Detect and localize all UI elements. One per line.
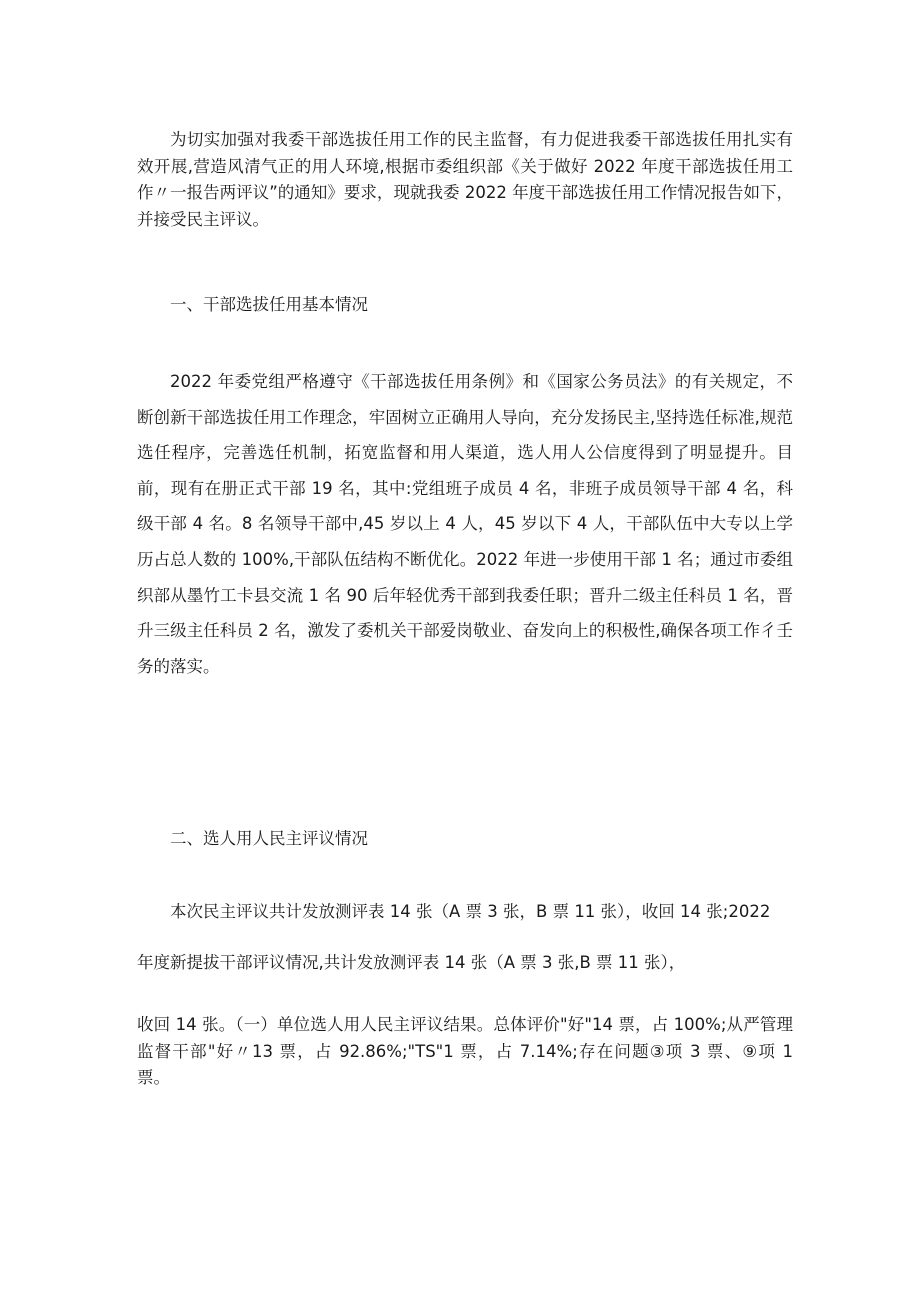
section-heading-1: 一、干部选拔任用基本情况 xyxy=(170,295,368,314)
section-2-paragraph-a: 本次民主评议共计发放测评表 14 张（A 票 3 张，B 票 11 张），收回 14 张;2022 xyxy=(170,902,771,921)
section-1-paragraph: 2022 年委党组严格遵守《干部选拔任用条例》和《国家公务员法》的有关规定，不断创新干部选拔任用工作理念，牢固树立正确用人导向，充分发扬民主,坚持选任标准,规范选任程序，完善选任机制，拓宽监督和用人渠道，选人用人公信度得到了明显提升。目前，现有在册正式干部 19 名，其中:党组班子成员 4 名，非班子成员领导干部 4 名，科级干部 4 名。8 名领导干部中,45 岁以上 4 人，45 岁以下 4 人，干部队伍中大专以上学历占总人数的 100%,干部队伍结构不断优化。2022 年进一步使用干部 1 名；通过市委组织部从墨竹工卡县交流 1 名 90 后年轻优秀干部到我委任职；晋升二级主任科员 1 名，晋升三级主任科员 2 名，激发了委机关干部爱岗敬业、奋发向上的积极性,确保各项工作彳壬务的落实。 xyxy=(137,372,793,676)
section-heading-2: 二、选人用人民主评议情况 xyxy=(170,829,368,848)
section-2-paragraph-b: 年度新提拔干部评议情况,共计发放测评表 14 张（A 票 3 张,B 票 11 张）， xyxy=(137,953,686,972)
section-2-paragraph-c: 收回 14 张。（一）单位选人用人民主评议结果。总体评价"好"14 票，占 100%;从严管理监督干部"好〃13 票，占 92.86%;"TS"1 票，占 7.14%;存在问题③项 3 票、⑨项 1 票。 xyxy=(137,1015,793,1087)
intro-paragraph: 为切实加强对我委干部选拔任用工作的民主监督，有力促进我委干部选拔任用扎实有效开展,营造风清气正的用人环境,根据市委组织部《关于做好 2022 年度干部选拔任用工作〃一报告两评议”的通知》要求，现就我委 2022 年度干部选拔任用工作情况报告如下，并接受民主评议。 xyxy=(137,130,793,229)
